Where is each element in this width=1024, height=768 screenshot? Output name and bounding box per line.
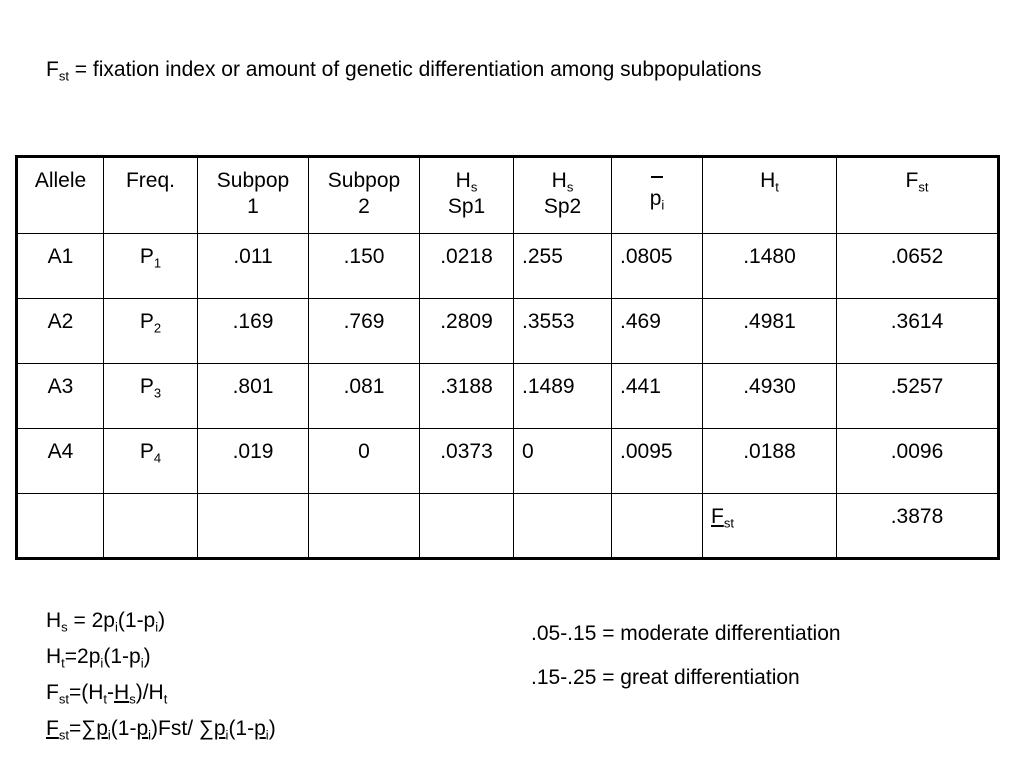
title-text: = fixation index or amount of genetic differentiation among subpopulations xyxy=(68,58,762,81)
cell-fst: .5257 xyxy=(837,364,999,429)
cell-fst: .0096 xyxy=(837,429,999,494)
f-sub: st xyxy=(58,727,69,743)
cell-freq xyxy=(104,234,198,299)
summary-row xyxy=(17,494,999,559)
header-hs1-sub: s xyxy=(470,179,478,195)
header-subpop1-line2: 1 xyxy=(247,195,259,219)
header-pbar-sub: i xyxy=(661,197,665,213)
empty-cell xyxy=(514,494,612,559)
cell-hs1: .2809 xyxy=(420,299,514,364)
f-part-underlined: p xyxy=(96,717,108,740)
f-part: (1- xyxy=(110,717,137,740)
f-part-underlined: F xyxy=(46,717,59,740)
f-part: H xyxy=(46,609,62,632)
f-part-underlined: p xyxy=(213,717,226,740)
cell-freq xyxy=(104,299,198,364)
freq-sub: 2 xyxy=(153,320,162,336)
header-hs1-line2: Sp1 xyxy=(447,195,486,219)
cell-freq xyxy=(104,429,198,494)
cell-hs2: .255 xyxy=(514,234,612,299)
empty-cell xyxy=(104,494,198,559)
header-hs2-symbol: H xyxy=(551,169,567,192)
f-sub: st xyxy=(58,691,69,707)
header-fst xyxy=(837,157,999,234)
f-part-underlined: p xyxy=(136,717,149,740)
freq-symbol: P xyxy=(139,310,154,333)
header-subpop1 xyxy=(198,157,309,234)
cell-subpop1: .801 xyxy=(198,364,309,429)
formula-hs xyxy=(46,603,276,639)
header-row xyxy=(17,157,999,234)
f-sub: i xyxy=(100,655,104,671)
cell-hs1: .0373 xyxy=(420,429,514,494)
freq-sub: 3 xyxy=(153,385,162,401)
legend-great: .15-.25 = great differentiation xyxy=(531,666,800,689)
header-subpop1-line1: Subpop xyxy=(216,169,290,192)
mean-fst-label xyxy=(703,494,837,559)
f-part: (1-p xyxy=(103,645,141,668)
f-part-underlined: H xyxy=(114,681,130,704)
f-part: (1- xyxy=(228,717,255,740)
cell-fst: .3614 xyxy=(837,299,999,364)
f-part-underlined: p xyxy=(254,717,266,740)
cell-hs1: .3188 xyxy=(420,364,514,429)
header-subpop2-line2: 2 xyxy=(358,195,370,219)
header-allele: Allele xyxy=(17,157,104,234)
freq-sub: 1 xyxy=(153,255,162,271)
differentiation-legend xyxy=(531,612,841,700)
cell-ht: .4930 xyxy=(703,364,837,429)
f-part: = 2p xyxy=(67,609,115,632)
header-hs-sp1 xyxy=(420,157,514,234)
header-hs2-sub: s xyxy=(566,179,574,195)
empty-cell xyxy=(17,494,104,559)
cell-subpop1: .019 xyxy=(198,429,309,494)
cell-ht: .0188 xyxy=(703,429,837,494)
empty-cell xyxy=(612,494,703,559)
f-sub: i xyxy=(225,727,229,743)
f-part: (1-p xyxy=(117,609,156,632)
cell-hs2: .3553 xyxy=(514,299,612,364)
legend-moderate: .05-.15 = moderate differentiation xyxy=(531,622,841,645)
freq-symbol: P xyxy=(139,440,154,463)
cell-hs2: .1489 xyxy=(514,364,612,429)
header-fst-symbol: F xyxy=(905,169,919,192)
cell-allele: A1 xyxy=(17,234,104,299)
f-part: F xyxy=(46,681,59,704)
mean-fst-value: .3878 xyxy=(837,494,999,559)
header-freq: Freq. xyxy=(104,157,198,234)
cell-fst: .0652 xyxy=(837,234,999,299)
header-subpop2 xyxy=(309,157,420,234)
header-ht-symbol: H xyxy=(760,169,776,192)
freq-sub: 4 xyxy=(153,450,162,466)
cell-subpop2: .769 xyxy=(309,299,420,364)
cell-subpop2: .081 xyxy=(309,364,420,429)
header-hs1-symbol: H xyxy=(455,169,471,192)
f-sub: s xyxy=(129,691,136,707)
f-sub: i xyxy=(114,619,118,635)
header-hs-sp2 xyxy=(514,157,612,234)
cell-ht: .4981 xyxy=(703,299,837,364)
f-part: )/H xyxy=(135,681,164,704)
f-sub: t xyxy=(103,691,108,707)
header-hs2-line2: Sp2 xyxy=(543,195,582,219)
f-sub: i xyxy=(107,727,111,743)
freq-symbol: P xyxy=(139,245,154,268)
title-subscript: st xyxy=(58,68,69,84)
formula-mean-fst xyxy=(46,711,276,747)
cell-allele: A4 xyxy=(17,429,104,494)
f-part: ) xyxy=(268,717,276,740)
table-row xyxy=(17,234,999,299)
empty-cell xyxy=(198,494,309,559)
title-symbol: F xyxy=(46,58,59,81)
cell-subpop1: .011 xyxy=(198,234,309,299)
cell-ht: .1480 xyxy=(703,234,837,299)
cell-subpop2: .150 xyxy=(309,234,420,299)
formula-fst xyxy=(46,675,276,711)
cell-hs1: .0218 xyxy=(420,234,514,299)
table-row xyxy=(17,364,999,429)
mean-fst-sub: st xyxy=(723,515,734,531)
empty-cell xyxy=(420,494,514,559)
f-sub: t xyxy=(163,691,168,707)
f-part: )Fst/ ∑ xyxy=(151,717,214,740)
cell-allele: A3 xyxy=(17,364,104,429)
freq-symbol: P xyxy=(139,375,154,398)
table-row xyxy=(17,299,999,364)
empty-cell xyxy=(309,494,420,559)
f-part: =(H xyxy=(68,681,104,704)
cell-hs2: 0 xyxy=(514,429,612,494)
table-row xyxy=(17,429,999,494)
f-part: ) xyxy=(143,645,151,668)
header-fst-sub: st xyxy=(918,179,929,195)
cell-pbar: .0095 xyxy=(612,429,703,494)
f-part: =2p xyxy=(64,645,101,668)
f-sub: t xyxy=(61,655,65,671)
f-sub: i xyxy=(155,619,159,635)
header-p-bar xyxy=(612,157,703,234)
f-part: - xyxy=(107,681,115,704)
header-subpop2-line1: Subpop xyxy=(327,169,401,192)
formulas xyxy=(46,603,276,747)
cell-subpop2: 0 xyxy=(309,429,420,494)
header-ht xyxy=(703,157,837,234)
f-sub: s xyxy=(61,619,68,635)
f-part: ) xyxy=(158,609,166,632)
header-pbar-symbol: p xyxy=(649,187,662,210)
f-sub: i xyxy=(148,727,152,743)
f-part: H xyxy=(46,645,62,668)
cell-pbar: .0805 xyxy=(612,234,703,299)
page-title xyxy=(46,58,761,82)
formula-ht xyxy=(46,639,276,675)
overbar xyxy=(651,176,663,178)
cell-subpop1: .169 xyxy=(198,299,309,364)
cell-freq xyxy=(104,364,198,429)
fst-table xyxy=(15,155,1000,560)
mean-fst-symbol: F xyxy=(711,505,724,528)
f-part: =∑ xyxy=(68,717,97,740)
f-sub: i xyxy=(265,727,269,743)
cell-pbar: .469 xyxy=(612,299,703,364)
f-sub: i xyxy=(140,655,144,671)
cell-allele: A2 xyxy=(17,299,104,364)
cell-pbar: .441 xyxy=(612,364,703,429)
p-bar-symbol xyxy=(650,168,665,212)
header-ht-sub: t xyxy=(775,179,779,195)
